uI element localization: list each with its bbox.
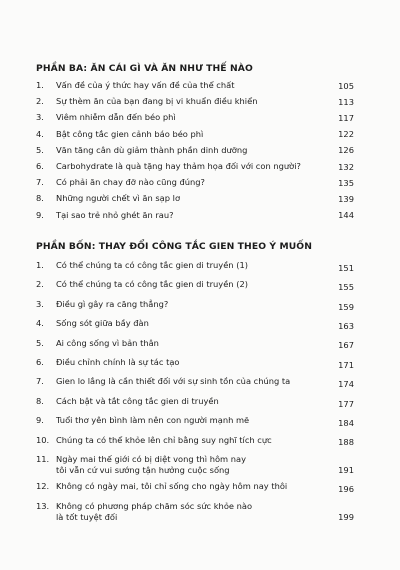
entry-title: Viêm nhiễm dẫn đến béo phì xyxy=(56,112,176,123)
entry-number: 7. xyxy=(36,177,44,188)
entry-number: 11. xyxy=(36,453,50,464)
entry-title: Chúng ta có thể khỏe lên chỉ bằng suy nghĩ tích cực xyxy=(56,434,272,445)
toc-entry xyxy=(36,357,354,376)
entry-number: 4. xyxy=(36,128,44,139)
entry-page-number: 132 xyxy=(338,161,354,172)
entry-page-number: 105 xyxy=(338,80,354,91)
toc-entry xyxy=(36,210,354,226)
entry-number: 5. xyxy=(36,144,44,155)
entry-number: 10. xyxy=(36,434,50,445)
entry-title: Vấn đề của ý thức hay vấn đề của thể chất xyxy=(56,80,235,90)
entry-page-number: 135 xyxy=(338,177,354,188)
entry-title: Văn tăng cân dù giảm thành phần dinh dưỡng xyxy=(56,144,248,155)
entry-page-number: 163 xyxy=(338,321,354,332)
entry-number: 9. xyxy=(36,415,44,426)
toc-entry xyxy=(36,454,354,482)
toc-entry xyxy=(36,177,354,193)
entry-page-number: 188 xyxy=(338,437,354,448)
toc-entry xyxy=(36,299,354,318)
entry-title: Không có ngày mai, tôi chỉ sống cho ngày hôm nay thôi xyxy=(56,481,288,492)
entry-number: 7. xyxy=(36,376,44,387)
toc-entry xyxy=(36,396,354,415)
entry-title: Ngày mai thế giới có bị diệt vong thì hôm nay tôi vẫn cứ vui sướng tận hưởng cuộc sống xyxy=(56,453,247,476)
entry-page-number: 126 xyxy=(338,145,354,156)
entry-number: 2. xyxy=(36,279,44,290)
entry-number: 12. xyxy=(36,481,50,492)
entry-number: 6. xyxy=(36,160,44,171)
entry-title: Sự thèm ăn của bạn đang bị vi khuẩn điều khiển xyxy=(56,96,258,107)
entry-title: Tại sao trẻ nhỏ ghét ăn rau? xyxy=(56,209,174,220)
toc-entry xyxy=(36,129,354,145)
toc-entry xyxy=(36,435,354,454)
entry-title: Tuổi thơ yên bình làm nên con người mạnh mẽ xyxy=(56,415,250,426)
entry-page-number: 174 xyxy=(338,379,354,390)
entry-page-number: 159 xyxy=(338,301,354,312)
toc-entry xyxy=(36,80,354,96)
toc-entry xyxy=(36,193,354,209)
entry-page-number: 191 xyxy=(338,464,354,475)
entry-number: 4. xyxy=(36,318,44,329)
section-heading: PHẦN BA: ĂN CÁI GÌ VÀ ĂN NHƯ THẾ NÀO xyxy=(36,63,253,74)
entry-title: Có thể chúng ta có công tắc gien di truyền (1) xyxy=(56,260,248,270)
entry-number: 1. xyxy=(36,260,44,270)
toc-entry xyxy=(36,279,354,298)
toc-entry xyxy=(36,145,354,161)
entry-number: 6. xyxy=(36,356,44,367)
toc-entry xyxy=(36,481,354,500)
entry-page-number: 155 xyxy=(338,282,354,293)
toc-entry xyxy=(36,112,354,128)
toc-entry xyxy=(36,161,354,177)
entry-title: Những người chết vì ăn sạp lơ xyxy=(56,193,181,204)
entry-number: 1. xyxy=(36,80,44,90)
entry-title: Có phải ăn chay đỡ nào cũng đúng? xyxy=(56,177,205,188)
entry-title: Sống sót giữa bầy đàn xyxy=(56,318,149,329)
entry-page-number: 151 xyxy=(338,262,354,273)
section-four xyxy=(36,240,354,528)
entry-number: 5. xyxy=(36,337,44,348)
entry-page-number: 196 xyxy=(338,484,354,495)
entry-number: 3. xyxy=(36,298,44,309)
section-heading: PHẦN BỐN: THAY ĐỔI CÔNG TẮC GIEN THEO Ý MUỐN xyxy=(36,241,312,252)
section-three xyxy=(36,62,354,226)
entry-number: 2. xyxy=(36,96,44,107)
entry-title: Không có phương pháp chăm sóc sức khỏe nào là tốt tuyệt đối xyxy=(56,500,253,523)
entry-page-number: 139 xyxy=(338,194,354,204)
entry-list xyxy=(36,80,354,226)
entry-page-number: 167 xyxy=(338,340,354,351)
entry-title: Có thể chúng ta có công tắc gien di truyền (2) xyxy=(56,279,248,290)
entry-title: Điều chỉnh chính là sự tác tạo xyxy=(56,356,180,367)
entry-page-number: 177 xyxy=(338,398,354,409)
entry-title: Bật công tắc gien cảnh báo béo phì xyxy=(56,128,204,139)
entry-number: 8. xyxy=(36,193,44,204)
toc-entry xyxy=(36,318,354,337)
entry-page-number: 117 xyxy=(338,113,354,124)
entry-page-number: 113 xyxy=(338,96,354,107)
toc-entry xyxy=(36,96,354,112)
entry-number: 13. xyxy=(36,500,50,511)
entry-title: Carbohydrate là quà tặng hay thảm họa đối với con người? xyxy=(56,160,301,171)
toc-entry xyxy=(36,501,354,529)
entry-title: Gien lo lắng là cần thiết đối với sự sinh tồn của chúng ta xyxy=(56,376,291,387)
entry-page-number: 122 xyxy=(338,129,354,140)
toc-entry xyxy=(36,338,354,357)
entry-page-number: 199 xyxy=(338,511,354,522)
entry-page-number: 144 xyxy=(338,210,354,221)
entry-number: 3. xyxy=(36,112,44,123)
entry-title: Cách bật và tắt công tắc gien di truyền xyxy=(56,395,219,406)
toc-entry xyxy=(36,415,354,434)
entry-list xyxy=(36,260,354,528)
entry-title: Ai công sống vì bản thân xyxy=(56,337,159,348)
entry-number: 8. xyxy=(36,395,44,406)
entry-title: Điều gì gây ra căng thẳng? xyxy=(56,298,169,309)
entry-number: 9. xyxy=(36,209,44,220)
toc-entry xyxy=(36,260,354,279)
toc-entry xyxy=(36,376,354,395)
entry-page-number: 171 xyxy=(338,359,354,370)
entry-page-number: 184 xyxy=(338,418,354,429)
